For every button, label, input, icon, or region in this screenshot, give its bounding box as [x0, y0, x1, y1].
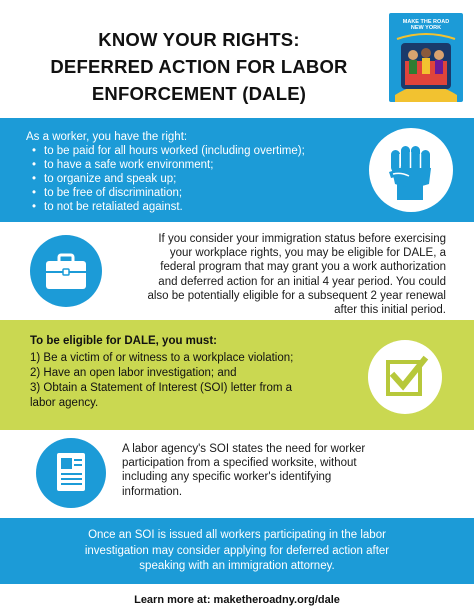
soi-paragraph — [122, 442, 442, 499]
text-line: after this initial period. — [334, 304, 446, 317]
text-line: your workplace rights, you may be eligible for DALE, a — [169, 247, 446, 260]
list-item: • to have a safe work environment; — [32, 158, 305, 172]
briefcase-graphic — [30, 235, 102, 307]
text-line: A labor agency's SOI states the need for worker — [122, 443, 366, 455]
issued-paragraph — [22, 528, 452, 575]
text-line: information. — [122, 485, 183, 498]
text-line: federal program that may grant you a work authorization — [160, 261, 446, 274]
text-line: also be potentially eligible for a subsequent 2 year renewal — [147, 289, 446, 302]
logo-text-line: MAKE THE ROAD — [402, 19, 450, 25]
immigration-section — [0, 222, 474, 320]
rights-list — [32, 144, 305, 214]
issued-section — [0, 518, 474, 584]
text-line: Once an SOI is issued all workers participating in the labor — [88, 529, 386, 541]
list-item: 1) Be a victim of or witness to a workplace violation; — [30, 352, 294, 364]
title-line: KNOW YOUR RIGHTS: — [98, 29, 300, 50]
immigration-paragraph — [118, 232, 446, 317]
rights-intro: As a worker, you have the right: — [26, 131, 188, 143]
list-item: • to not be retaliated against. — [32, 200, 305, 214]
list-item: 3) Obtain a Statement of Interest (SOI) letter from a — [30, 382, 293, 394]
text-line: participation from a specified worksite, without — [122, 457, 357, 470]
text-line: If you consider your immigration status before exercising — [158, 233, 446, 245]
make-the-road-logo-icon — [389, 13, 463, 102]
page-title — [18, 26, 380, 107]
eligibility-list — [30, 351, 360, 411]
rights-section — [0, 118, 474, 222]
title-line: ENFORCEMENT (DALE) — [91, 83, 307, 104]
list-item: 2) Have an open labor investigation; and — [30, 367, 237, 379]
footer — [0, 584, 474, 613]
list-item: labor agency. — [30, 397, 99, 409]
logo-artwork — [389, 13, 463, 102]
checkbox-graphic — [368, 340, 442, 414]
title-line: DEFERRED ACTION FOR LABOR — [50, 56, 348, 77]
checkbox-check-icon — [368, 340, 442, 414]
raised-fist-graphic — [369, 128, 453, 212]
document-graphic — [36, 438, 106, 508]
soi-section — [0, 430, 474, 518]
text-line: investigation may consider applying for deferred action after — [84, 544, 390, 557]
text-line: including any specific worker's identifying — [122, 471, 332, 484]
logo-text-line: NEW YORK — [410, 25, 442, 31]
learn-more-link[interactable]: Learn more at: maketheroadny.org/dale — [134, 594, 340, 606]
briefcase-icon — [30, 235, 102, 307]
text-line: speaking with an immigration attorney. — [139, 560, 335, 572]
eligibility-heading: To be eligible for DALE, you must: — [30, 335, 217, 347]
raised-fist-icon — [369, 128, 453, 212]
list-item: • to be free of discrimination; — [32, 186, 305, 200]
list-item: • to be paid for all hours worked (including overtime); — [32, 144, 305, 158]
header — [0, 0, 474, 118]
eligibility-section — [0, 320, 474, 430]
document-icon — [36, 438, 106, 508]
list-item: • to organize and speak up; — [32, 172, 305, 186]
text-line: and deferred action for an initial 4 year period. You could — [158, 275, 446, 288]
